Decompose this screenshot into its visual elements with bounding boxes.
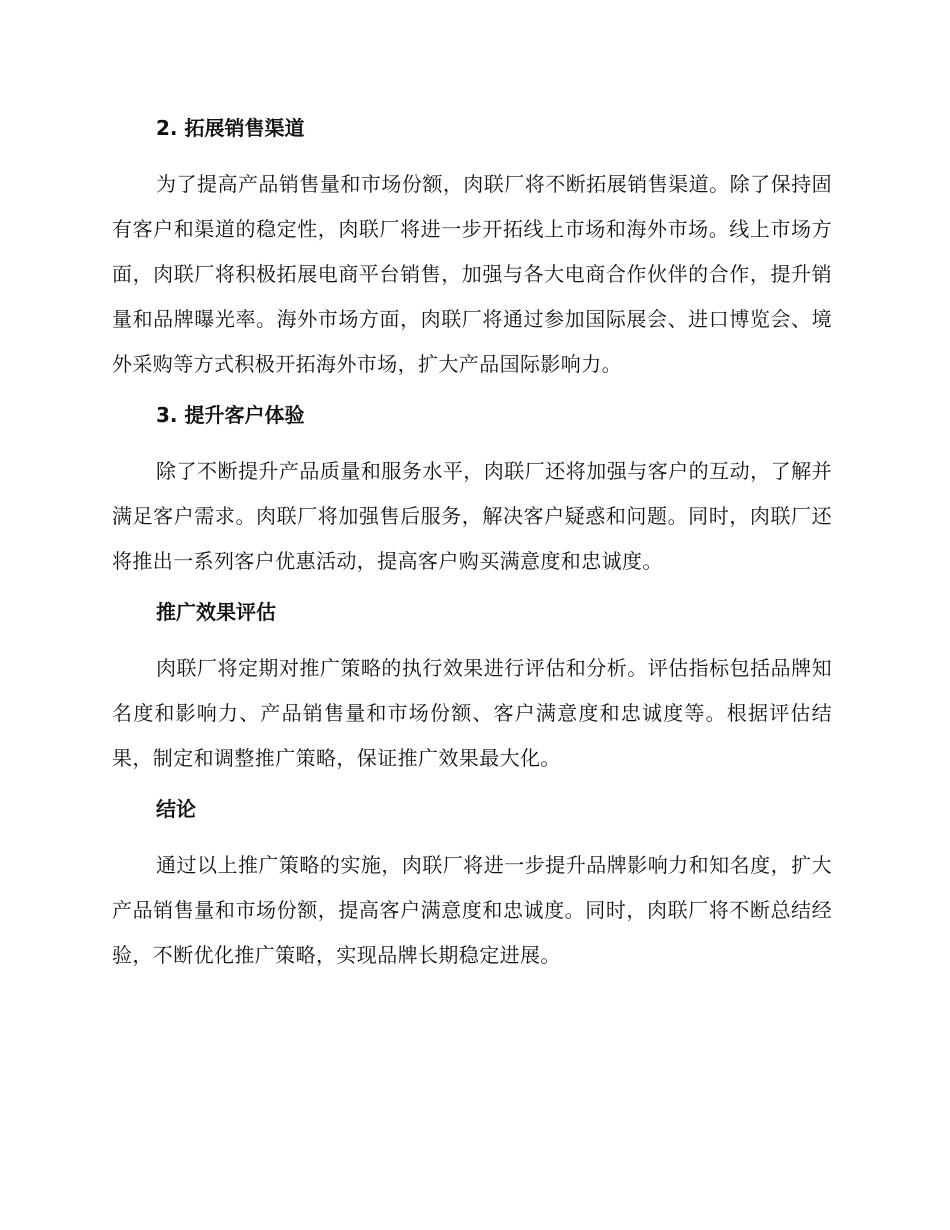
- section-paragraph-expand-sales-channels: 为了提高产品销售量和市场份额，肉联厂将不断拓展销售渠道。除了保持固有客户和渠道的稳定性，肉联厂将进一步开拓线上市场和海外市场。线上市场方面，肉联厂将积极拓展电商平台销售，加强与各大电商合作伙伴的合作，提升销量和品牌曝光率。海外市场方面，肉联厂将通过参加国际展会、进口博览会、境外采购等方式积极开拓海外市场，扩大产品国际影响力。: [112, 172, 832, 376]
- section-heading-expand-sales-channels: 2. 拓展销售渠道: [156, 116, 305, 140]
- section-paragraph-improve-customer-experience: 除了不断提升产品质量和服务水平，肉联厂还将加强与客户的互动，了解并满足客户需求。肉联厂将加强售后服务，解决客户疑惑和问题。同时，肉联厂还将推出一系列客户优惠活动，提高客户购买满意度和忠诚度。: [112, 459, 832, 573]
- section-heading-improve-customer-experience: 3. 提升客户体验: [156, 403, 305, 427]
- section-heading-promotion-evaluation: 推广效果评估: [156, 600, 276, 624]
- section-paragraph-promotion-evaluation: 肉联厂将定期对推广策略的执行效果进行评估和分析。评估指标包括品牌知名度和影响力、产品销售量和市场份额、客户满意度和忠诚度等。根据评估结果，制定和调整推广策略，保证推广效果最大化。: [112, 656, 832, 770]
- section-heading-conclusion: 结论: [156, 797, 196, 821]
- document-body: [112, 112, 832, 978]
- section-paragraph-conclusion: 通过以上推广策略的实施，肉联厂将进一步提升品牌影响力和知名度，扩大产品销售量和市场份额，提高客户满意度和忠诚度。同时，肉联厂将不断总结经验，不断优化推广策略，实现品牌长期稳定进展。: [112, 853, 832, 967]
